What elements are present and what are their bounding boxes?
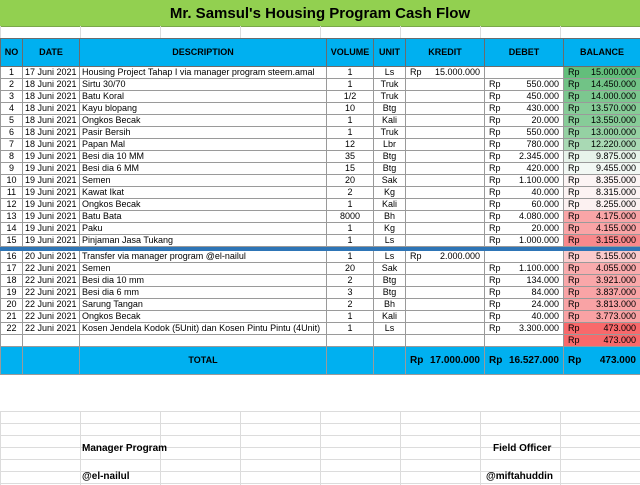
cell-description[interactable]: Besi dia 6 MM: [80, 163, 327, 175]
cell-volume[interactable]: 20: [327, 263, 374, 275]
col-header-description[interactable]: DESCRIPTION: [80, 39, 327, 67]
cell-date[interactable]: 22 Juni 2021: [23, 287, 80, 299]
cell-date[interactable]: 18 Juni 2021: [23, 115, 80, 127]
cell-kredit[interactable]: [406, 199, 485, 211]
cell-balance[interactable]: Rp 3.773.000: [564, 311, 640, 323]
cell-debet[interactable]: Rp 780.000: [485, 139, 564, 151]
cell-volume[interactable]: 10: [327, 103, 374, 115]
cell-description[interactable]: Ongkos Becak: [80, 115, 327, 127]
table-row: [1, 211, 640, 223]
cell-description[interactable]: Semen: [80, 263, 327, 275]
cell-balance[interactable]: Rp 9.875.000: [564, 151, 640, 163]
cell-volume[interactable]: 2: [327, 275, 374, 287]
cell-volume[interactable]: 1: [327, 115, 374, 127]
cell-unit[interactable]: Btg: [374, 103, 406, 115]
table-row: [1, 115, 640, 127]
cell-balance[interactable]: Rp 3.813.000: [564, 299, 640, 311]
table-row: [1, 151, 640, 163]
cell-debet[interactable]: Rp 3.300.000: [485, 323, 564, 335]
cell-unit[interactable]: Truk: [374, 79, 406, 91]
cell-unit[interactable]: Ls: [374, 235, 406, 247]
cell-kredit[interactable]: [406, 187, 485, 199]
cell-date[interactable]: 19 Juni 2021: [23, 187, 80, 199]
cell-kredit[interactable]: [406, 103, 485, 115]
cell-kredit[interactable]: [406, 235, 485, 247]
cell-kredit[interactable]: [406, 79, 485, 91]
cell-description[interactable]: Batu Bata: [80, 211, 327, 223]
cell-no[interactable]: 20: [1, 299, 23, 311]
cell-balance[interactable]: Rp 14.450.000: [564, 79, 640, 91]
cell-debet[interactable]: Rp 20.000: [485, 223, 564, 235]
cell-balance[interactable]: Rp 13.550.000: [564, 115, 640, 127]
cell-balance[interactable]: Rp 3.837.000: [564, 287, 640, 299]
cell-debet[interactable]: Rp 60.000: [485, 199, 564, 211]
cell-balance[interactable]: Rp 8.315.000: [564, 187, 640, 199]
cell-no[interactable]: 1: [1, 67, 23, 79]
cell-date[interactable]: 18 Juni 2021: [23, 127, 80, 139]
table-total: [1, 347, 640, 375]
cell-description[interactable]: Pinjaman Jasa Tukang: [80, 235, 327, 247]
cell-kredit[interactable]: [406, 299, 485, 311]
cell-debet[interactable]: Rp 24.000: [485, 299, 564, 311]
col-header-no[interactable]: NO: [1, 39, 23, 67]
cell-balance[interactable]: Rp 13.000.000: [564, 127, 640, 139]
cell-volume[interactable]: 8000: [327, 211, 374, 223]
cell-volume[interactable]: 3: [327, 287, 374, 299]
cell-no[interactable]: 11: [1, 187, 23, 199]
cell-kredit[interactable]: [406, 91, 485, 103]
cell-balance[interactable]: Rp 4.155.000: [564, 223, 640, 235]
cell-no[interactable]: 2: [1, 79, 23, 91]
cell-no[interactable]: 3: [1, 91, 23, 103]
cell-unit[interactable]: Bh: [374, 211, 406, 223]
cell-volume[interactable]: 1: [327, 67, 374, 79]
cell-date[interactable]: 18 Juni 2021: [23, 139, 80, 151]
cell-date[interactable]: 18 Juni 2021: [23, 79, 80, 91]
cell-unit[interactable]: Truk: [374, 91, 406, 103]
cell-no[interactable]: 12: [1, 199, 23, 211]
cell-description[interactable]: Ongkos Becak: [80, 199, 327, 211]
cell-volume[interactable]: 1: [327, 251, 374, 263]
cell-no[interactable]: 13: [1, 211, 23, 223]
cell-unit[interactable]: Truk: [374, 127, 406, 139]
cell-volume[interactable]: 1: [327, 199, 374, 211]
cell-kredit[interactable]: [406, 127, 485, 139]
total-label[interactable]: TOTAL: [80, 347, 327, 375]
table-row: [1, 235, 640, 247]
signature-area: [0, 411, 640, 485]
cell-description[interactable]: Kayu blopang: [80, 103, 327, 115]
cell-debet[interactable]: [485, 251, 564, 263]
cell-debet[interactable]: Rp 1.100.000: [485, 175, 564, 187]
cell-kredit[interactable]: Rp 15.000.000: [406, 67, 485, 79]
cell-balance[interactable]: Rp 12.220.000: [564, 139, 640, 151]
table-row: [1, 139, 640, 151]
cell-unit[interactable]: Sak: [374, 263, 406, 275]
table-row: [1, 223, 640, 235]
cell-debet[interactable]: Rp 450.000: [485, 91, 564, 103]
cell-debet[interactable]: Rp 430.000: [485, 103, 564, 115]
manager-role-label: Manager Program: [82, 443, 168, 454]
cell-volume[interactable]: 2: [327, 299, 374, 311]
cell-balance[interactable]: Rp 15.000.000: [564, 67, 640, 79]
cell-balance[interactable]: Rp 3.921.000: [564, 275, 640, 287]
table-row: [1, 311, 640, 323]
cell-description[interactable]: Ongkos Becak: [80, 311, 327, 323]
cell-no[interactable]: 7: [1, 139, 23, 151]
total-balance[interactable]: Rp 473.000: [564, 347, 640, 375]
cell-volume[interactable]: 2: [327, 187, 374, 199]
cell-balance[interactable]: Rp 473.000: [564, 335, 640, 347]
table-row: [1, 127, 640, 139]
table-row: [1, 175, 640, 187]
table-row: [1, 287, 640, 299]
cell-kredit[interactable]: [406, 151, 485, 163]
table-row: [1, 79, 640, 91]
cell-volume[interactable]: 35: [327, 151, 374, 163]
total-kredit[interactable]: Rp 17.000.000: [406, 347, 485, 375]
col-header-balance[interactable]: BALANCE: [564, 39, 640, 67]
cell-no[interactable]: 8: [1, 151, 23, 163]
col-header-date[interactable]: DATE: [23, 39, 80, 67]
cell-volume[interactable]: 1: [327, 235, 374, 247]
blank-row: [0, 26, 640, 38]
cell-unit[interactable]: Bh: [374, 299, 406, 311]
cell-volume[interactable]: 15: [327, 163, 374, 175]
cell-balance[interactable]: Rp 9.455.000: [564, 163, 640, 175]
cell-description[interactable]: Housing Project Tahap I via manager program steem.amal: [80, 67, 327, 79]
cell-description[interactable]: Sarung Tangan: [80, 299, 327, 311]
header-row: [1, 39, 640, 67]
cell-no[interactable]: 4: [1, 103, 23, 115]
cell-balance[interactable]: Rp 3.155.000: [564, 235, 640, 247]
table-row: [1, 299, 640, 311]
cell-kredit[interactable]: [406, 223, 485, 235]
cell-date[interactable]: 22 Juni 2021: [23, 299, 80, 311]
cell-date[interactable]: 22 Juni 2021: [23, 311, 80, 323]
cell-description[interactable]: Kosen Jendela Kodok (5Unit) dan Kosen Pintu Pintu (4Unit): [80, 323, 327, 335]
cell-no[interactable]: 6: [1, 127, 23, 139]
cell-no[interactable]: 5: [1, 115, 23, 127]
cell-balance[interactable]: Rp 4.055.000: [564, 263, 640, 275]
cell-volume[interactable]: 1: [327, 79, 374, 91]
cell-debet[interactable]: Rp 420.000: [485, 163, 564, 175]
cell-no[interactable]: 22: [1, 323, 23, 335]
cell-no[interactable]: 9: [1, 163, 23, 175]
cell-balance[interactable]: Rp 4.175.000: [564, 211, 640, 223]
table-row: [1, 251, 640, 263]
cell-kredit[interactable]: [406, 115, 485, 127]
cell-no[interactable]: 14: [1, 223, 23, 235]
cell-debet[interactable]: Rp 2.345.000: [485, 151, 564, 163]
table-row-continuation: [1, 335, 640, 347]
cell-date[interactable]: 22 Juni 2021: [23, 275, 80, 287]
cell-volume[interactable]: 20: [327, 175, 374, 187]
col-header-debet[interactable]: DEBET: [485, 39, 564, 67]
cell-no[interactable]: 19: [1, 287, 23, 299]
cell-debet[interactable]: Rp 134.000: [485, 275, 564, 287]
cell-debet[interactable]: Rp 84.000: [485, 287, 564, 299]
col-header-unit[interactable]: UNIT: [374, 39, 406, 67]
cell-volume[interactable]: 1: [327, 223, 374, 235]
cell-balance[interactable]: Rp 8.355.000: [564, 175, 640, 187]
cell-description[interactable]: Batu Koral: [80, 91, 327, 103]
cell-date[interactable]: 19 Juni 2021: [23, 175, 80, 187]
cell-debet[interactable]: Rp 20.000: [485, 115, 564, 127]
cell-volume[interactable]: 1/2: [327, 91, 374, 103]
cell-date[interactable]: 19 Juni 2021: [23, 151, 80, 163]
cell-description[interactable]: Kawat Ikat: [80, 187, 327, 199]
cell-unit[interactable]: Ls: [374, 67, 406, 79]
cell-kredit[interactable]: [406, 323, 485, 335]
cell-description[interactable]: Pasir Bersih: [80, 127, 327, 139]
cell-volume[interactable]: 1: [327, 127, 374, 139]
cell-balance[interactable]: Rp 5.155.000: [564, 251, 640, 263]
cell-debet[interactable]: Rp 4.080.000: [485, 211, 564, 223]
cell-date[interactable]: 18 Juni 2021: [23, 91, 80, 103]
cell-kredit[interactable]: [406, 175, 485, 187]
cell-debet[interactable]: Rp 1.100.000: [485, 263, 564, 275]
cell-no[interactable]: 21: [1, 311, 23, 323]
cell-volume[interactable]: 1: [327, 311, 374, 323]
cell-unit[interactable]: Ls: [374, 251, 406, 263]
cell-no[interactable]: 16: [1, 251, 23, 263]
cell-description[interactable]: Besi dia 10 mm: [80, 275, 327, 287]
cell-unit[interactable]: Kali: [374, 115, 406, 127]
col-header-kredit[interactable]: KREDIT: [406, 39, 485, 67]
cell-debet[interactable]: Rp 40.000: [485, 311, 564, 323]
cell-description[interactable]: Papan Mal: [80, 139, 327, 151]
cell-date[interactable]: 22 Juni 2021: [23, 323, 80, 335]
cell-kredit[interactable]: [406, 275, 485, 287]
table-row: [1, 199, 640, 211]
cell-description[interactable]: Besi dia 6 mm: [80, 287, 327, 299]
cell-unit[interactable]: Btg: [374, 287, 406, 299]
table-row: [1, 103, 640, 115]
cell-unit[interactable]: Btg: [374, 163, 406, 175]
cell-debet[interactable]: Rp 40.000: [485, 187, 564, 199]
cell-balance[interactable]: Rp 8.255.000: [564, 199, 640, 211]
cash-flow-table: [0, 38, 640, 375]
table-row: [1, 163, 640, 175]
cell-kredit[interactable]: Rp 2.000.000: [406, 251, 485, 263]
cell-balance[interactable]: Rp 13.570.000: [564, 103, 640, 115]
cell-date[interactable]: 19 Juni 2021: [23, 211, 80, 223]
cell-no[interactable]: 18: [1, 275, 23, 287]
cell-no[interactable]: 17: [1, 263, 23, 275]
cell-unit[interactable]: Btg: [374, 275, 406, 287]
cell-unit[interactable]: Kali: [374, 311, 406, 323]
cell-kredit[interactable]: [406, 287, 485, 299]
table-row: [1, 275, 640, 287]
cell-kredit[interactable]: [406, 211, 485, 223]
cell-description[interactable]: Transfer via manager program @el-nailul: [80, 251, 327, 263]
cell-no[interactable]: 15: [1, 235, 23, 247]
table-row: [1, 187, 640, 199]
cell-kredit[interactable]: [406, 263, 485, 275]
cell-kredit[interactable]: [406, 163, 485, 175]
table-body-part1: [1, 67, 640, 247]
total-debet[interactable]: Rp 16.527.000: [485, 347, 564, 375]
cell-volume[interactable]: 1: [327, 323, 374, 335]
cell-date[interactable]: 20 Juni 2021: [23, 251, 80, 263]
cell-date[interactable]: 19 Juni 2021: [23, 163, 80, 175]
cell-unit[interactable]: Sak: [374, 175, 406, 187]
cell-description[interactable]: Besi dia 10 MM: [80, 151, 327, 163]
cell-date[interactable]: 18 Juni 2021: [23, 103, 80, 115]
cell-unit[interactable]: Kg: [374, 223, 406, 235]
cell-balance[interactable]: Rp 473.000: [564, 323, 640, 335]
table-row: [1, 263, 640, 275]
cell-unit[interactable]: Kg: [374, 187, 406, 199]
manager-name: @el-nailul: [82, 471, 130, 482]
col-header-volume[interactable]: VOLUME: [327, 39, 374, 67]
sheet-title: Mr. Samsul's Housing Program Cash Flow: [0, 0, 640, 27]
cell-date[interactable]: 22 Juni 2021: [23, 263, 80, 275]
cell-unit[interactable]: Lbr: [374, 139, 406, 151]
cell-unit[interactable]: Kali: [374, 199, 406, 211]
table-body-part2: [1, 251, 640, 347]
cell-date[interactable]: 19 Juni 2021: [23, 235, 80, 247]
cell-description[interactable]: Sirtu 30/70: [80, 79, 327, 91]
table-row: [1, 323, 640, 335]
cell-debet[interactable]: Rp 550.000: [485, 127, 564, 139]
cell-date[interactable]: 19 Juni 2021: [23, 199, 80, 211]
cell-debet[interactable]: [485, 67, 564, 79]
total-row: [1, 347, 640, 375]
table-row: [1, 67, 640, 79]
field-officer-name: @miftahuddin: [486, 471, 553, 482]
cell-date[interactable]: 19 Juni 2021: [23, 223, 80, 235]
cell-volume[interactable]: 12: [327, 139, 374, 151]
cell-description[interactable]: Paku: [80, 223, 327, 235]
cell-balance[interactable]: Rp 14.000.000: [564, 91, 640, 103]
cell-kredit[interactable]: [406, 311, 485, 323]
field-officer-role-label: Field Officer: [493, 443, 552, 454]
cell-date[interactable]: 17 Juni 2021: [23, 67, 80, 79]
cell-kredit[interactable]: [406, 139, 485, 151]
table-row: [1, 91, 640, 103]
cell-no[interactable]: 10: [1, 175, 23, 187]
cell-unit[interactable]: Ls: [374, 323, 406, 335]
cell-debet[interactable]: Rp 550.000: [485, 79, 564, 91]
cell-unit[interactable]: Btg: [374, 151, 406, 163]
cell-debet[interactable]: Rp 1.000.000: [485, 235, 564, 247]
cell-description[interactable]: Semen: [80, 175, 327, 187]
